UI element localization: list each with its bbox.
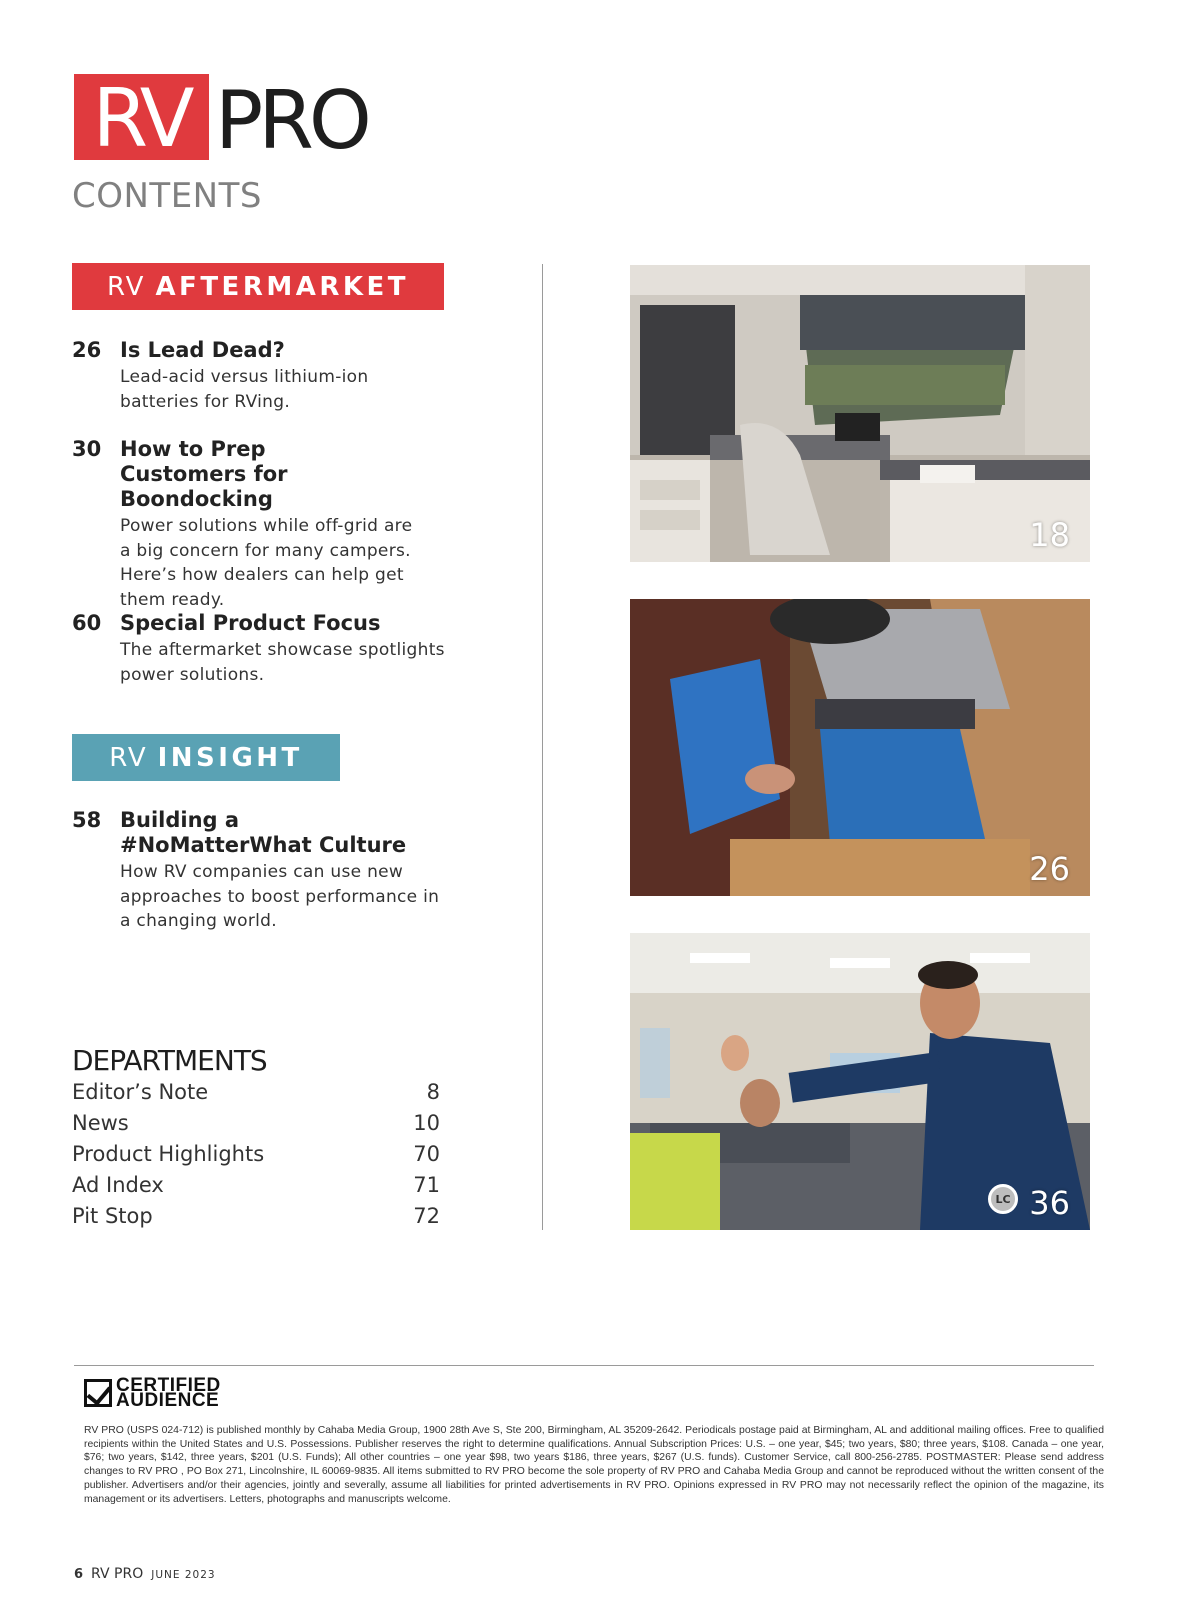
footer-divider	[74, 1365, 1094, 1366]
photo-battery-install[interactable]	[630, 599, 1090, 896]
checkmark-icon	[84, 1379, 112, 1407]
department-page: 10	[413, 1110, 440, 1135]
department-label: Ad Index	[72, 1172, 164, 1197]
column-divider	[542, 264, 543, 1230]
article-title: Is Lead Dead?	[120, 338, 285, 362]
departments-heading: DEPARTMENTS	[72, 1044, 267, 1077]
article-page-number: 60	[72, 611, 102, 635]
department-item[interactable]	[72, 1107, 440, 1138]
banner-label-strong: INSIGHT	[157, 742, 303, 773]
certified-audience-logo	[84, 1375, 221, 1411]
department-label: News	[72, 1110, 129, 1135]
photo-training-classroom-image	[630, 933, 1090, 1230]
department-page: 70	[413, 1141, 440, 1166]
page-folio	[74, 1566, 216, 1582]
section-banner-aftermarket	[72, 263, 444, 310]
department-item[interactable]	[72, 1169, 440, 1200]
photo-page-number: 36	[1029, 1184, 1070, 1222]
department-page: 8	[426, 1079, 440, 1104]
contents-heading: CONTENTS	[72, 176, 262, 216]
photo-rv-interior-image	[630, 265, 1090, 562]
department-page: 72	[413, 1203, 440, 1228]
banner-label-light: RV	[107, 271, 146, 302]
article-description: The aftermarket showcase spotlights power solutions.	[120, 640, 445, 685]
article-title: Building a #NoMatterWhat Culture	[120, 808, 407, 857]
article-special-product-focus[interactable]	[72, 611, 472, 687]
logo-rv-block: RV	[74, 74, 209, 160]
banner-label-light: RV	[109, 742, 148, 773]
article-page-number: 26	[72, 338, 102, 362]
photo-training-classroom[interactable]	[630, 933, 1090, 1230]
department-item[interactable]	[72, 1076, 440, 1107]
article-page-number: 58	[72, 808, 102, 832]
department-page: 71	[413, 1172, 440, 1197]
article-description: Power solutions while off-grid are a big concern for many campers. Here’s how dealers can help get them ready.	[120, 516, 413, 610]
lc-logo-badge: LC	[988, 1184, 1018, 1214]
logo-pro-text: PRO	[215, 74, 367, 167]
certified-line: CERTIFIED	[116, 1375, 221, 1396]
photo-rv-interior[interactable]	[630, 265, 1090, 562]
folio-issue-date: JUNE 2023	[151, 1569, 216, 1581]
photo-battery-install-image	[630, 599, 1090, 896]
departments-list	[72, 1076, 440, 1231]
article-title: Special Product Focus	[120, 611, 381, 635]
article-boondocking[interactable]	[72, 437, 472, 612]
section-banner-insight	[72, 734, 340, 781]
department-label: Editor’s Note	[72, 1079, 209, 1104]
department-label: Pit Stop	[72, 1203, 153, 1228]
photo-page-number: 18	[1029, 516, 1070, 554]
folio-page-number: 6	[74, 1567, 84, 1582]
photo-page-number: 26	[1029, 850, 1070, 888]
rvpro-logo	[74, 72, 367, 167]
article-page-number: 30	[72, 437, 102, 461]
article-nomatterwhat-culture[interactable]	[72, 808, 472, 934]
department-item[interactable]	[72, 1200, 440, 1231]
folio-magazine-name: RV PRO	[91, 1566, 144, 1582]
publication-fine-print: RV PRO (USPS 024-712) is published monthly by Cahaba Media Group, 1900 28th Ave S, Ste 200, Birmingham, AL 35209-2642. Periodicals postage paid at Birmingham, AL and additional mailing offices. Free to qualified recipients within the United States and U.S. Possessions. Publisher reserves the right to determine qualifications. Annual Subscription Prices: U.S. – one year, $45; two years, $80; three years, $108. Canada – one year, $76; two years, $142, three years, $201 (U.S. Funds); All other countries – one year $98, two years $186, three years, $267 (U.S. funds). Customer Service, call 800-256-2785. POSTMASTER: Please send address changes to RV PRO , PO Box 271, Lincolnshire, IL 60069-9835. All items submitted to RV PRO become the sole property of RV PRO and Cahaba Media Group and cannot be reproduced without the written consent of the publisher. Advertisers and/or their agencies, jointly and severally, assume all liabilities for printed advertisements in RV PRO. Opinions expressed in RV PRO may not necessarily reflect the opinion of the magazine, its management or its advertisers. Letters, photographs and manuscripts welcome.	[84, 1425, 1104, 1505]
article-description: How RV companies can use new approaches to boost performance in a changing world.	[120, 862, 440, 931]
department-label: Product Highlights	[72, 1141, 265, 1166]
article-title: How to Prep Customers for Boondocking	[120, 437, 288, 511]
article-description: Lead-acid versus lithium-ion batteries for RVing.	[120, 367, 369, 412]
banner-label-strong: AFTERMARKET	[155, 271, 409, 302]
department-item[interactable]	[72, 1138, 440, 1169]
article-is-lead-dead[interactable]	[72, 338, 472, 414]
audience-line: AUDIENCE	[116, 1390, 220, 1411]
